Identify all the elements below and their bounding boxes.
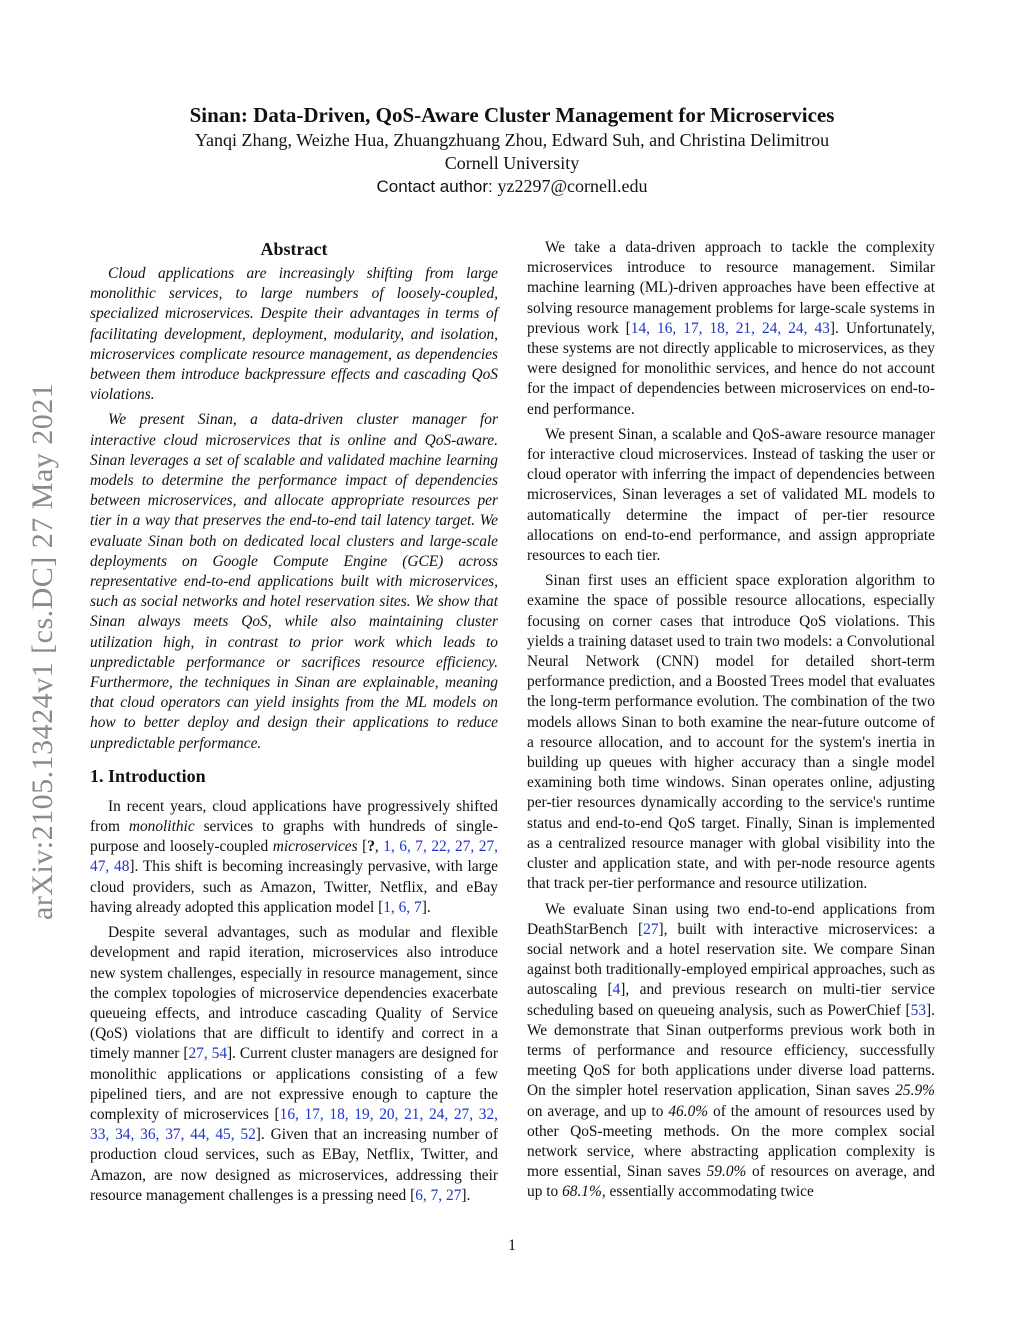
- text-run: , essentially accommodating twice: [601, 1183, 814, 1201]
- emphasis-text: 25.9%: [895, 1082, 935, 1100]
- text-run: ,: [374, 838, 384, 856]
- right-column: [527, 238, 935, 1208]
- text-run: ]. We demonstrate that Sinan outperforms previous work both in terms of performance and resource efficiency, successfully meeting QoS for both applications under diverse load patterns. On the simpler hotel reservation application, Sinan saves: [527, 1001, 935, 1100]
- citation-link[interactable]: 16, 17, 18, 19, 20, 21, 24, 27, 32, 33, 34, 36, 37, 44, 45, 52: [90, 1105, 498, 1144]
- citation-link[interactable]: 6, 7, 27: [415, 1186, 462, 1204]
- text-run: ]. Current cluster managers are designed for monolithic applications or applications consisting of a few pipelined tiers, and are not expressive enough to capture the complexity of microservices [: [90, 1045, 498, 1123]
- body-paragraph-4: [527, 900, 935, 1203]
- emphasis-text: 59.0%: [706, 1163, 747, 1181]
- citation-link[interactable]: 4: [612, 981, 621, 999]
- text-run: ]. Given that an increasing number of production cloud services, such as EBay, Netflix, Twitter, and Amazon, are now designed as microservices, addressing their resource management challenges is a pressing need [: [90, 1126, 499, 1204]
- text-run: ].: [421, 898, 431, 916]
- text-run: of the amount of resources used by other QoS-meeting methods. On the more complex social network service, where abstracting application complexity is more essential, Sinan saves: [527, 1102, 935, 1181]
- text-run: In recent years, cloud applications have progressively shifted from: [90, 797, 498, 836]
- body-paragraph-3: Sinan first uses an efficient space exploration algorithm to examine the space of possible resource allocations, especially focusing on corner cases that introduce QoS violations. This yields a training dataset used to train two models: a Convolutional Neural Network (CNN) model for detailed short-term performance prediction, and a Boosted Trees model that evaluates the long-term performance evolution. The combination of the two models allows Sinan to both examine the near-future outcome of a resource allocation, and to account for the system's inertia in building up queues with higher accuracy than a single model examining both time windows. Sinan operates online, adjusting per-tier resources dynamically according to the service's runtime status and end-to-end QoS target. Finally, Sinan is implemented as a centralized resource manager with global visibility into the cluster and application state, and with per-node resource agents that track per-tier performance and resource utilization.: [527, 572, 935, 893]
- missing-citation-mark: ?: [367, 838, 375, 856]
- contact-label: Contact author:: [376, 177, 498, 196]
- author-list: Yanqi Zhang, Weizhe Hua, Zhuangzhuang Zhou, Edward Suh, and Christina Delimitrou: [194, 130, 830, 150]
- text-run: of resources on average, and up to: [527, 1163, 935, 1201]
- intro-paragraph-2: [90, 923, 498, 1206]
- left-column: [90, 238, 498, 1211]
- text-run: We evaluate Sinan using two end-to-end applications from DeathStarBench [: [527, 900, 935, 938]
- text-run: on average, and up to: [527, 1102, 669, 1120]
- citation-link[interactable]: 14, 16, 17, 18, 21, 24, 24, 43: [630, 319, 830, 337]
- body-paragraph-2: We present Sinan, a scalable and QoS-aware resource manager for interactive cloud microservices. Instead of tasking the user or cloud operator with inferring the impact of dependencies between microservices, Sinan leverages a set of validated ML models to automatically determine the impact of per-tier resource allocations on end-to-end performance, and assign appropriate resources to each tier.: [527, 425, 935, 565]
- abstract-paragraph-1: Cloud applications are increasingly shifting from large monolithic services, to large numbers of loosely-coupled, specialized microservices. Despite their advantages in terms of facilitating development, deployment, modularity, and isolation, microservices complicate resource management, as dependencies between them introduce backpressure effects and cascading QoS violations.: [90, 265, 498, 404]
- citation-link[interactable]: 27: [643, 920, 659, 938]
- text-run: ], and previous research on multi-tier service scheduling based on queueing analysis, such as PowerChief [: [527, 981, 935, 1019]
- page-number: 1: [508, 1237, 516, 1254]
- intro-paragraph-1: [90, 797, 498, 918]
- text-run: services to graphs with hundreds of single-purpose and loosely-coupled: [90, 818, 499, 856]
- citation-link[interactable]: 53: [910, 1001, 927, 1019]
- emphasis-text: 46.0%: [668, 1102, 709, 1120]
- text-run: ].: [461, 1186, 471, 1204]
- contact-email[interactable]: yz2297@cornell.edu: [497, 176, 648, 196]
- citation-link[interactable]: 27, 54: [188, 1045, 228, 1063]
- text-run: Despite several advantages, such as modular and flexible development and rapid iteration, microservices also introduce new system challenges, especially in resource management, since the complex topologies of microservice dependencies exacerbate queueing effects, and introduce cascading Quality of Service (QoS) violations that are difficult to identify and correct in a timely manner [: [90, 924, 498, 1063]
- text-run: We take a data-driven approach to tackle the complexity microservices introduce to resource management. Similar machine learning (ML)-driven approaches have been effective at solving resource management problems for large-scale systems in previous work [: [527, 239, 935, 337]
- arxiv-identifier: arXiv:2105.13424v1 [cs.DC] 27 May 2021: [26, 382, 59, 920]
- section-heading-introduction: 1. Introduction: [90, 765, 206, 786]
- affiliation: Cornell University: [444, 153, 580, 173]
- abstract-paragraph-2: We present Sinan, a data-driven cluster manager for interactive cloud microservices that is online and QoS-aware. Sinan leverages a set of scalable and validated machine learning models to determine the performance impact of dependencies between microservices, and allocate appropriate resources per tier in a way that preserves the end-to-end tail latency target. We evaluate Sinan both on dedicated local clusters and large-scale deployments on Google Compute Engine (GCE) across representative end-to-end applications built with microservices, such as social networks and hotel reservation sites. We show that Sinan always meets QoS, while also maintaining cluster utilization high, in contrast to prior work which leads to unpredictable performance or sacrifices resource efficiency. Furthermore, the techniques in Sinan are explainable, meaning that cloud operators can yield insights from the ML models on how to better deploy and design their applications to reduce unpredictable performance.: [90, 411, 498, 752]
- text-run: ]. Unfortunately, these systems are not directly applicable to microservices, as they were designed for monolithic services, and hence do not account for the impact of dependencies between microservices on end-to-end performance.: [527, 319, 935, 418]
- emphasis-text: 68.1%: [562, 1183, 602, 1201]
- body-paragraph-1: [527, 238, 935, 420]
- emphasis-text: monolithic: [128, 818, 195, 836]
- citation-link[interactable]: 1, 6, 7: [383, 898, 422, 916]
- citation-link[interactable]: 1, 6, 7, 22, 27, 27, 47, 48: [90, 838, 498, 876]
- paper-header: [0, 102, 1024, 198]
- text-run: ]. This shift is becoming increasingly pervasive, with large cloud providers, such as Amazon, Twitter, Netflix, and eBay having already adopted this application model [: [90, 858, 498, 916]
- paper-title: Sinan: Data-Driven, QoS-Aware Cluster Management for Microservices: [189, 103, 835, 127]
- text-run: [: [357, 838, 368, 856]
- emphasis-text: microservices: [272, 838, 358, 856]
- abstract-heading: Abstract: [260, 239, 328, 259]
- contact-line: [0, 175, 1024, 198]
- text-run: ], built with interactive microservices: a social network and a hotel reservation site. We compare Sinan against both traditionally-employed empirical approaches, such as autoscaling [: [527, 920, 935, 999]
